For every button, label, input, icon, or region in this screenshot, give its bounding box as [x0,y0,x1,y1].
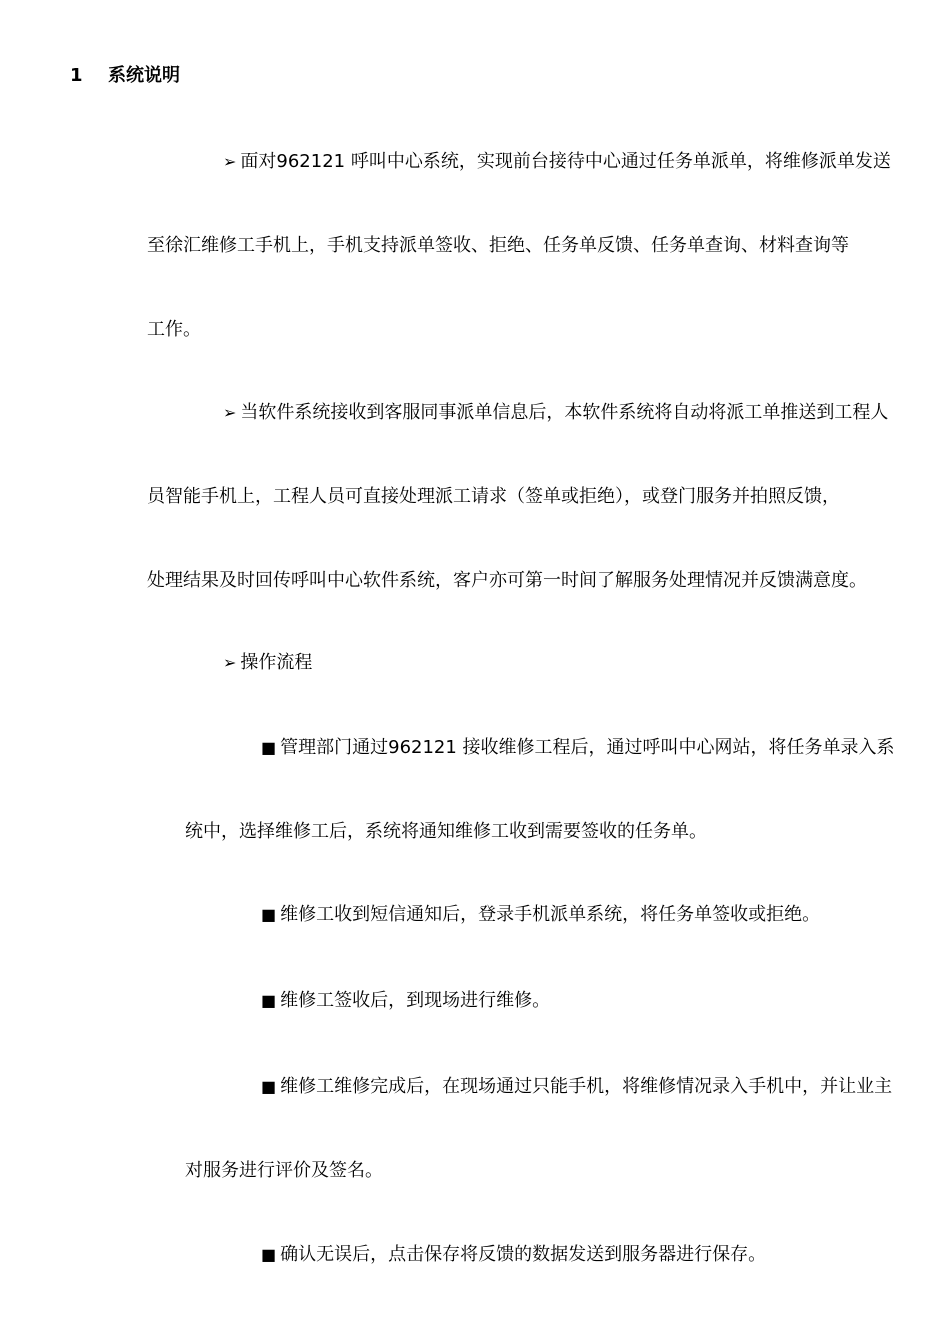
bullet-paragraph-system-overview [147,120,907,372]
paragraph-line: 维修工签收后，到现场进行维修。 [280,990,551,1011]
arrow-bullet-icon: ➢ [223,152,237,171]
workflow-step-4 [185,1045,905,1213]
paragraph-line: 确认无误后，点击保存将反馈的数据发送到服务器进行保存。 [280,1244,767,1265]
paragraph-line: 管理部门通过962121 接收维修工程后，通过呼叫中心网站，将任务单录入系 [280,737,895,758]
workflow-step-5 [185,1213,905,1297]
square-bullet-icon: ■ [261,738,277,757]
section-heading [70,64,180,88]
section-title: 系统说明 [108,65,180,86]
square-bullet-icon: ■ [261,905,277,924]
square-bullet-icon: ■ [261,991,277,1010]
paragraph-line: 统中，选择维修工后，系统将通知维修工收到需要签收的任务单。 [185,821,707,842]
paragraph-line: 员智能手机上，工程人员可直接处理派工请求（签单或拒绝），或登门服务并拍照反馈， [147,486,840,507]
paragraph-line: 面对962121 呼叫中心系统，实现前台接待中心通过任务单派单，将维修派单发送 [240,151,891,172]
paragraph-line: 至徐汇维修工手机上，手机支持派单签收、拒绝、任务单反馈、任务单查询、材料查询等 [147,235,849,256]
section-number: 1 [70,65,83,86]
workflow-step-2 [185,873,905,957]
paragraph-line: 处理结果及时回传呼叫中心软件系统，客户亦可第一时间了解服务处理情况并反馈满意度。 [147,570,867,591]
workflow-step-3 [185,959,905,1043]
paragraph-line: 维修工收到短信通知后，登录手机派单系统，将任务单签收或拒绝。 [280,904,821,925]
arrow-bullet-icon: ➢ [223,653,237,672]
square-bullet-icon: ■ [261,1245,277,1264]
paragraph-line: 维修工维修完成后，在现场通过只能手机，将维修情况录入手机中，并让业主 [280,1076,893,1097]
paragraph-line: 操作流程 [240,652,313,673]
paragraph-line: 对服务进行评价及签名。 [185,1160,383,1181]
workflow-step-1 [185,706,905,874]
paragraph-line: 当软件系统接收到客服同事派单信息后，本软件系统将自动将派工单推送到工程人 [240,402,889,423]
paragraph-line: 工作。 [147,319,201,340]
bullet-paragraph-dispatch-push [147,371,907,623]
arrow-bullet-icon: ➢ [223,403,237,422]
bullet-paragraph-workflow [147,621,907,705]
square-bullet-icon: ■ [261,1077,277,1096]
